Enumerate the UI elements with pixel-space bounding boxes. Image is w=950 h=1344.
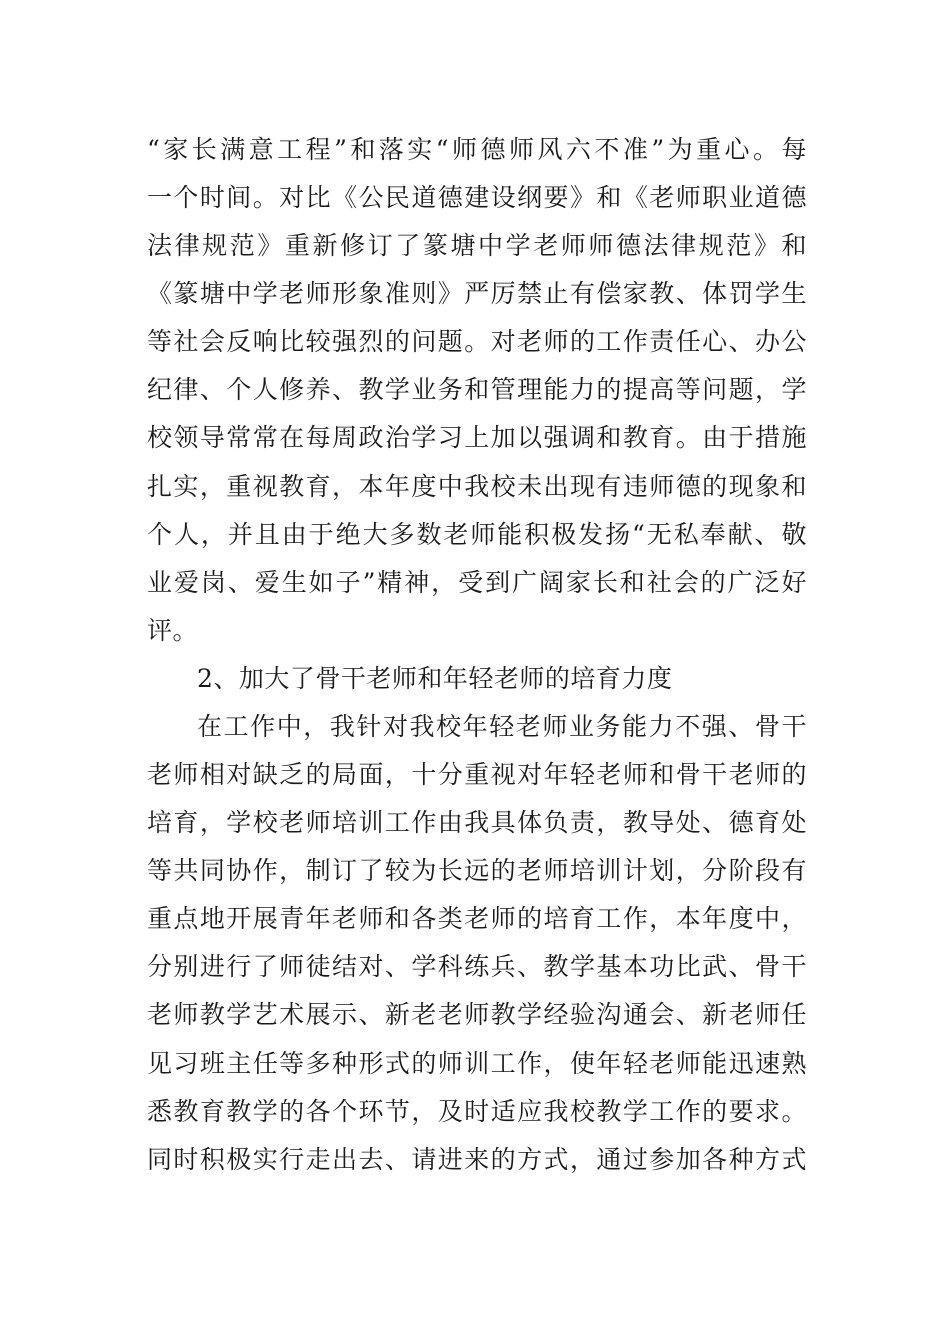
text-line: 评。 xyxy=(147,616,199,645)
text-line: 同时积极实行走出去、请进来的方式，通过参加各种方式 xyxy=(147,1145,807,1174)
text-line: 业爱岗、爱生如子”精神，受到广阔家长和社会的广泛好 xyxy=(147,568,807,597)
text-line: 分别进行了师徒结对、学科练兵、教学基本功比武、骨干 xyxy=(147,952,807,981)
text-line: 重点地开展青年老师和各类老师的培育工作，本年度中， xyxy=(147,904,807,933)
text-line: 等社会反响比较强烈的问题。对老师的工作责任心、办公 xyxy=(147,327,807,356)
text-line: 老师教学艺术展示、新老老师教学经验沟通会、新老师任 xyxy=(147,1000,807,1029)
text-line: 校领导常常在每周政治学习上加以强调和教育。由于措施 xyxy=(147,423,807,452)
text-line: 老师相对缺乏的局面，十分重视对年轻老师和骨干老师的 xyxy=(147,760,807,789)
paragraph-first-line: 在工作中，我针对我校年轻老师业务能力不强、骨干 xyxy=(197,712,807,741)
text-line: 扎实，重视教育，本年度中我校未出现有违师德的现象和 xyxy=(147,472,807,501)
text-line: 个人，并且由于绝大多数老师能积极发扬“无私奉献、敬 xyxy=(147,520,807,549)
text-line: “家长满意工程”和落实“师德师风六不准”为重心。每 xyxy=(147,135,807,164)
text-line: 培育，学校老师培训工作由我具体负责，教导处、德育处 xyxy=(147,808,807,837)
text-line: 悉教育教学的各个环节，及时适应我校教学工作的要求。 xyxy=(147,1097,807,1126)
text-line: 纪律、个人修养、教学业务和管理能力的提高等问题，学 xyxy=(147,375,807,404)
text-line: 见习班主任等多种形式的师训工作，使年轻老师能迅速熟 xyxy=(147,1049,807,1078)
text-line: 《篆塘中学老师形象准则》严厉禁止有偿家教、体罚学生 xyxy=(147,279,807,308)
text-line: 法律规范》重新修订了篆塘中学老师师德法律规范》和 xyxy=(147,231,807,260)
text-line: 一个时间。对比《公民道德建设纲要》和《老师职业道德 xyxy=(147,183,807,212)
section-heading: 2、加大了骨干老师和年轻老师的培育力度 xyxy=(197,664,673,693)
text-line: 等共同协作，制订了较为长远的老师培训计划，分阶段有 xyxy=(147,856,807,885)
